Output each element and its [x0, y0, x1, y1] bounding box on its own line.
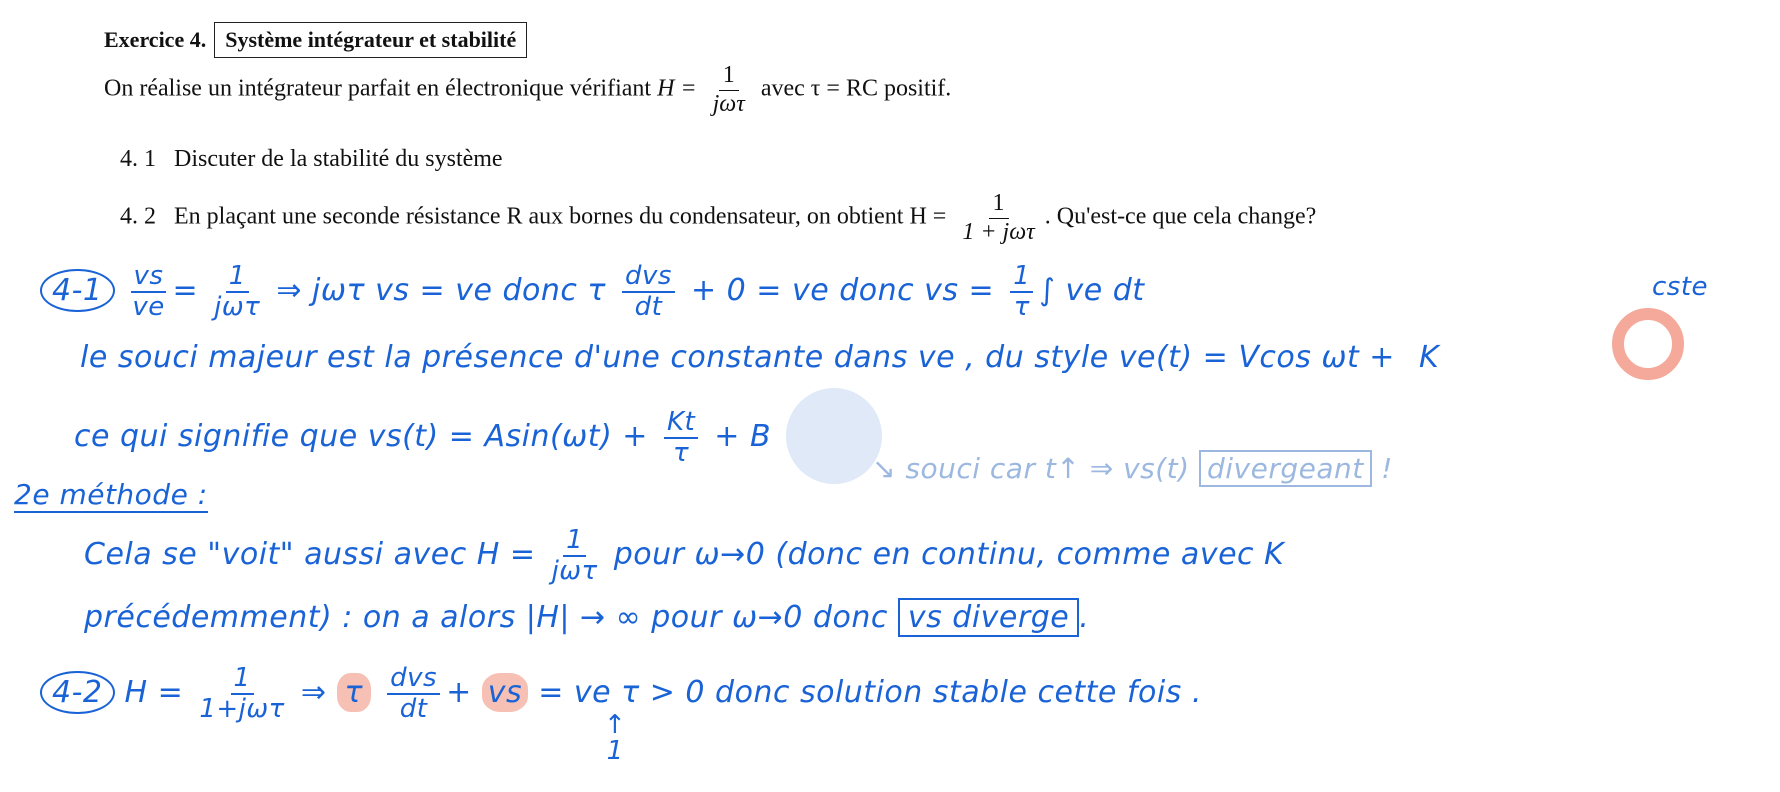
intro-line: [104, 62, 951, 118]
intro-text-before: On réalise un intégrateur parfait en électronique vérifiant: [104, 75, 652, 102]
note-l3-remark: ↘ souci car t↑ ⇒ vs(t): [872, 452, 1190, 485]
note-l3-b: + B: [714, 419, 772, 455]
note-l3-frac-num: Kt: [664, 408, 698, 439]
intro-fraction: [709, 62, 749, 118]
note-l7-a: H =: [124, 675, 184, 711]
note-label-4-1: 4-1: [40, 269, 115, 312]
note-method2-label: 2e méthode :: [14, 478, 208, 511]
question-2: [120, 190, 1316, 246]
note-l7-plus: +: [446, 675, 472, 711]
note-frac-vs-ve: [131, 262, 167, 321]
note-l2-k: K: [1418, 340, 1440, 375]
q2-fraction: [958, 190, 1038, 246]
q1-number: 4. 1: [120, 146, 156, 172]
note-frac3-num: dvs: [622, 262, 675, 293]
q2-text-before: En plaçant une seconde résistance R aux bornes du condensateur, on obtient H =: [174, 203, 947, 230]
blue-circle-highlight: [786, 388, 882, 484]
note-l7-arrow: ⇒: [300, 675, 327, 711]
note-l1-b: + 0 = ve donc vs =: [690, 273, 995, 309]
note-l5-frac-num: 1: [563, 526, 586, 557]
note-l7-frac2-num: dvs: [387, 664, 440, 695]
q2-frac-den: 1 + jωτ: [962, 218, 1035, 245]
note-l7-vs: vs: [482, 673, 528, 712]
note-l7-tau: τ: [337, 673, 372, 712]
note-l5-b: pour ω→0 (donc en continu, comme avec K: [613, 537, 1285, 573]
note-frac-1-jwt: [214, 262, 260, 321]
note-l3-frac-den: τ: [673, 437, 690, 468]
note-frac2-den: jωτ: [214, 291, 261, 322]
note-cste: cste: [1652, 272, 1709, 302]
note-line-2: [80, 340, 1439, 375]
intro-h-eq: H =: [657, 75, 697, 102]
note-l6-boxed: vs diverge: [898, 598, 1079, 637]
note-frac-dvs-dt-2: [387, 664, 440, 723]
note-coefficient-one: [604, 712, 626, 764]
intro-text-after: avec τ = RC positif.: [760, 75, 952, 102]
note-method-2: [14, 478, 208, 511]
note-frac3-den: dt: [634, 291, 663, 322]
note-frac2-num: 1: [226, 262, 249, 293]
note-frac4-num: 1: [1010, 262, 1033, 293]
note-frac-1-jwt-2: [552, 526, 598, 585]
note-l6-a: précédemment) : on a alors |H| → ∞ pour ω→0 donc: [84, 600, 888, 635]
note-frac-dvs-dt: [622, 262, 675, 321]
intro-frac-num: 1: [719, 62, 739, 91]
note-l7-frac-num: 1: [231, 664, 254, 695]
intro-frac-den: jωτ: [712, 90, 745, 117]
note-l3-exclaim: !: [1381, 452, 1393, 485]
note-divergent-remark: [872, 452, 1393, 485]
q2-number: 4. 2: [120, 203, 156, 230]
note-frac-1-tau: [1010, 262, 1033, 321]
note-frac-1-1jwt: [199, 664, 284, 723]
red-circle-highlight: [1612, 308, 1684, 380]
note-l7-one: 1: [606, 736, 624, 766]
question-1: [120, 146, 503, 173]
exercise-label: Exercice 4.: [104, 27, 207, 52]
note-l6-dot: .: [1079, 600, 1090, 635]
note-l1-a: ⇒ jωτ vs = ve donc τ: [276, 273, 606, 309]
note-l7-frac-den: 1+jωτ: [199, 693, 285, 724]
note-line-1: [40, 262, 1145, 321]
q2-frac-num: 1: [989, 190, 1009, 219]
note-l7-frac2-den: dt: [399, 693, 428, 724]
note-line-5: [84, 526, 1284, 585]
q1-text: Discuter de la stabilité du système: [174, 146, 503, 172]
note-l7-up-arrow: ↑: [604, 710, 627, 740]
q2-text-after: . Qu'est-ce que cela change?: [1044, 203, 1317, 230]
note-l3-a: ce qui signifie que vs(t) = Asin(ωt) +: [74, 419, 648, 455]
note-l5-frac-den: jωτ: [551, 555, 598, 586]
note-frac-kt-tau: [664, 408, 698, 467]
note-line-6: [84, 600, 1089, 635]
note-frac-num: vs: [131, 262, 167, 293]
note-label-4-2: 4-2: [40, 671, 115, 714]
note-l3-boxed: divergeant: [1199, 450, 1372, 487]
exercise-header: [104, 22, 527, 58]
note-l1-c: ∫ ve dt: [1039, 273, 1145, 309]
note-frac4-den: τ: [1013, 291, 1030, 322]
exercise-title: Système intégrateur et stabilité: [214, 22, 527, 58]
note-eq: =: [172, 273, 199, 309]
note-l7-d: = ve τ > 0 donc solution stable cette fois .: [538, 675, 1202, 711]
note-l2-text: le souci majeur est la présence d'une constante dans ve , du style ve(t) = Vcos ωt +: [80, 340, 1395, 375]
note-line-3: [74, 408, 771, 467]
note-frac-den: ve: [132, 291, 165, 322]
note-l5-a: Cela se "voit" aussi avec H =: [84, 537, 536, 573]
